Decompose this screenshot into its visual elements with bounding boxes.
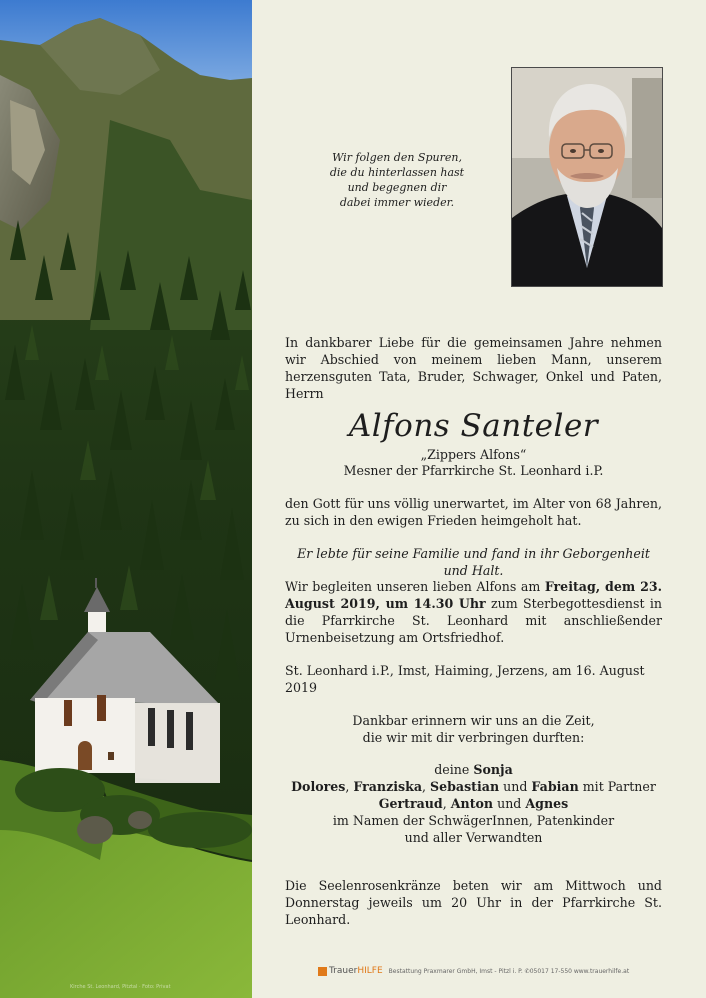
landscape-chapel-image	[0, 0, 252, 998]
mourner-name: Sebastian	[430, 779, 500, 794]
intro-text: In dankbarer Liebe für die gemeinsamen Jahre nehmen wir Abschied von meinem lieben Mann, unserem herzensguten Tata, Bruder, Schwager, Onkel und Paten, Herrn	[285, 335, 662, 401]
tribute-line: Er lebte für seine Familie und fand in ihr Geborgenheit und Halt.	[297, 546, 650, 578]
funeral-text-end: zum Sterbegottesdienst in die Pfarrkirche St. Leonhard mit anschließender Urnenbeisetzung am Ortsfriedhof.	[285, 596, 662, 645]
remembrance-line-1: Dankbar erinnern wir uns an die Zeit,	[352, 713, 595, 728]
remembrance	[285, 712, 662, 746]
rosary-notice: Die Seelenrosenkränze beten wir am Mittwoch und Donnerstag jeweils um 20 Uhr in der Pfarrkirche St. Leonhard.	[285, 878, 662, 927]
mourner-line: Gertraud, Anton und Agnes	[378, 796, 569, 811]
mourner-name: Fabian	[531, 779, 579, 794]
footer	[318, 966, 698, 976]
death-announcement: den Gott für uns völlig unerwartet, im Alter von 68 Jahren, zu sich in den ewigen Frieden heimgeholt hat.	[285, 496, 662, 528]
deceased-nickname: „Zippers Alfons“	[420, 447, 527, 462]
deceased-portrait	[511, 67, 663, 287]
quote-line: Wir folgen den Spuren,	[332, 151, 462, 164]
quote-line: die du hinterlassen hast	[329, 166, 465, 179]
deceased-name: Alfons Santeler	[348, 408, 599, 444]
mourner-line: deine Sonja	[434, 762, 513, 777]
funeral-details	[285, 578, 662, 646]
mourners-list	[285, 761, 662, 846]
mourner-name: Sonja	[473, 762, 513, 777]
mourner-name: Agnes	[525, 796, 569, 811]
funeral-text-start: Wir begleiten unseren lieben Alfons am	[285, 579, 545, 594]
mourner-name: Dolores	[291, 779, 346, 794]
quote-line: und begegnen dir	[347, 181, 447, 194]
memorial-quote	[312, 150, 482, 210]
place-and-date: St. Leonhard i.P., Imst, Haiming, Jerzens, am 16. August 2019	[285, 663, 645, 695]
deceased-role: Mesner der Pfarrkirche St. Leonhard i.P.	[343, 463, 604, 478]
trauerhilfe-logo-icon	[318, 967, 327, 976]
photo-credit: Kirche St. Leonhard, Pitztal · Foto: Privat	[70, 984, 171, 990]
quote-line: dabei immer wieder.	[339, 196, 455, 209]
mourner-line: im Namen der SchwägerInnen, Patenkinder	[332, 813, 615, 828]
footer-brand: TrauerHILFE	[329, 966, 383, 976]
mourner-line: und aller Verwandten	[404, 830, 543, 845]
footer-details: Bestattung Praxmarer GmbH, Imst - Pitzl i. P. ✆05017 17-550 www.trauerhilfe.at	[388, 967, 630, 975]
mourner-name: Gertraud	[378, 796, 443, 811]
remembrance-line-2: die wir mit dir verbringen durften:	[362, 730, 585, 745]
funeral-date-time: Freitag, dem 23. August 2019, um 14.30 Uhr	[285, 579, 662, 611]
mourner-name: Franziska	[353, 779, 422, 794]
mourner-line: Dolores, Franziska, Sebastian und Fabian mit Partner	[291, 779, 656, 794]
mourner-name: Anton	[450, 796, 494, 811]
